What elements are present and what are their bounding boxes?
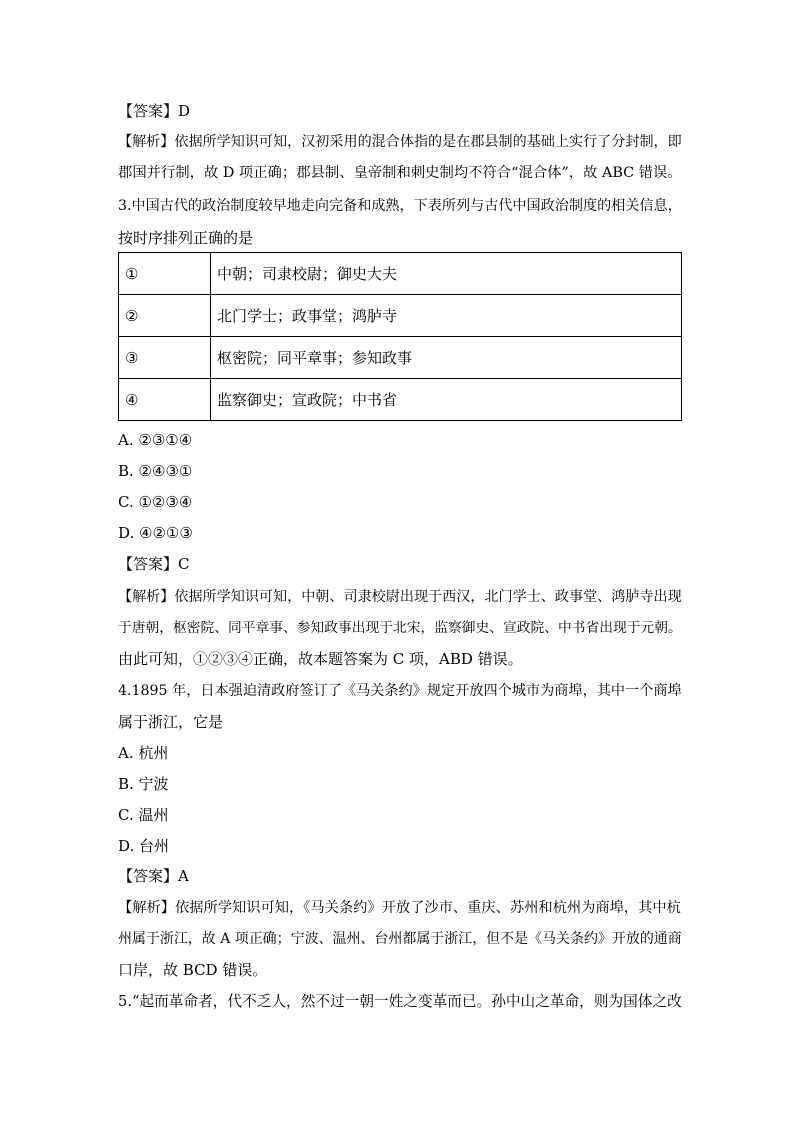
table-cell-num: ④ xyxy=(119,379,211,421)
table-cell-text: 枢密院；同平章事；参知政事 xyxy=(211,337,682,379)
explanation-q4-line3: 口岸，故 BCD 错误。 xyxy=(118,961,268,979)
answer-q4: 【答案】A xyxy=(118,867,189,885)
table-row xyxy=(119,379,682,421)
explanation-q3-line1: 【解析】依据所学知识可知，中朝、司隶校尉出现于西汉，北门学士、政事堂、鸿胪寺出现 xyxy=(118,589,682,605)
table-cell-text: 中朝；司隶校尉；御史大夫 xyxy=(211,253,682,295)
question-3-line1: 3.中国古代的政治制度较早地走向完备和成熟，下表所列与古代中国政治制度的相关信息， xyxy=(118,198,682,214)
table-cell-text: 北门学士；政事堂；鸿胪寺 xyxy=(211,295,682,337)
q4-option-d: D. 台州 xyxy=(118,837,170,855)
question-3-table xyxy=(118,252,682,421)
explanation-q3-line2: 于唐朝，枢密院、同平章事、参知政事出现于北宋，监察御史、宣政院、中书省出现于元朝。 xyxy=(118,620,682,636)
explanation-q4-line1: 【解析】依据所学知识可知，《马关条约》开放了沙市、重庆、苏州和杭州为商埠，其中杭 xyxy=(118,900,681,916)
q3-option-d: D. ④②①③ xyxy=(118,524,193,542)
table-cell-num: ③ xyxy=(119,337,211,379)
table-cell-num: ① xyxy=(119,253,211,295)
question-4-line2: 属于浙江，它是 xyxy=(118,713,224,731)
explanation-q4-line2: 州属于浙江，故 A 项正确；宁波、温州、台州都属于浙江，但不是《马关条约》开放的通商 xyxy=(118,931,682,947)
table-row xyxy=(119,337,682,379)
question-5-line1: 5.“起而革命者，代不乏人，然不过一朝一姓之变革而已。孙中山之革命，则为国体之改 xyxy=(118,993,682,1010)
explanation-q2-line2: 郡国并行制，故 D 项正确；郡县制、皇帝制和刺史制均不符合“混合体”，故 ABC 错误。 xyxy=(118,165,682,181)
q3-option-b: B. ②④③① xyxy=(118,462,193,480)
answer-q3: 【答案】C xyxy=(118,555,190,573)
q4-option-c: C. 温州 xyxy=(118,806,169,824)
q4-option-b: B. 宁波 xyxy=(118,775,169,793)
question-4-line1: 4.1895 年，日本强迫清政府签订了《马关条约》规定开放四个城市为商埠，其中一个商埠 xyxy=(118,683,682,699)
q4-option-a: A. 杭州 xyxy=(118,744,169,762)
q3-option-a: A. ②③①④ xyxy=(118,431,193,449)
table-cell-num: ② xyxy=(119,295,211,337)
explanation-q3-line3: 由此可知，①②③④正确，故本题答案为 C 项，ABD 错误。 xyxy=(118,650,523,668)
table-cell-text: 监察御史；宣政院；中书省 xyxy=(211,379,682,421)
table-row xyxy=(119,253,682,295)
q3-option-c: C. ①②③④ xyxy=(118,493,193,511)
explanation-q2-line1: 【解析】依据所学知识可知，汉初采用的混合体指的是在郡县制的基础上实行了分封制，即 xyxy=(118,134,682,150)
table-row xyxy=(119,295,682,337)
answer-q2: 【答案】D xyxy=(118,102,191,120)
question-3-line2: 按时序排列正确的是 xyxy=(118,229,254,247)
